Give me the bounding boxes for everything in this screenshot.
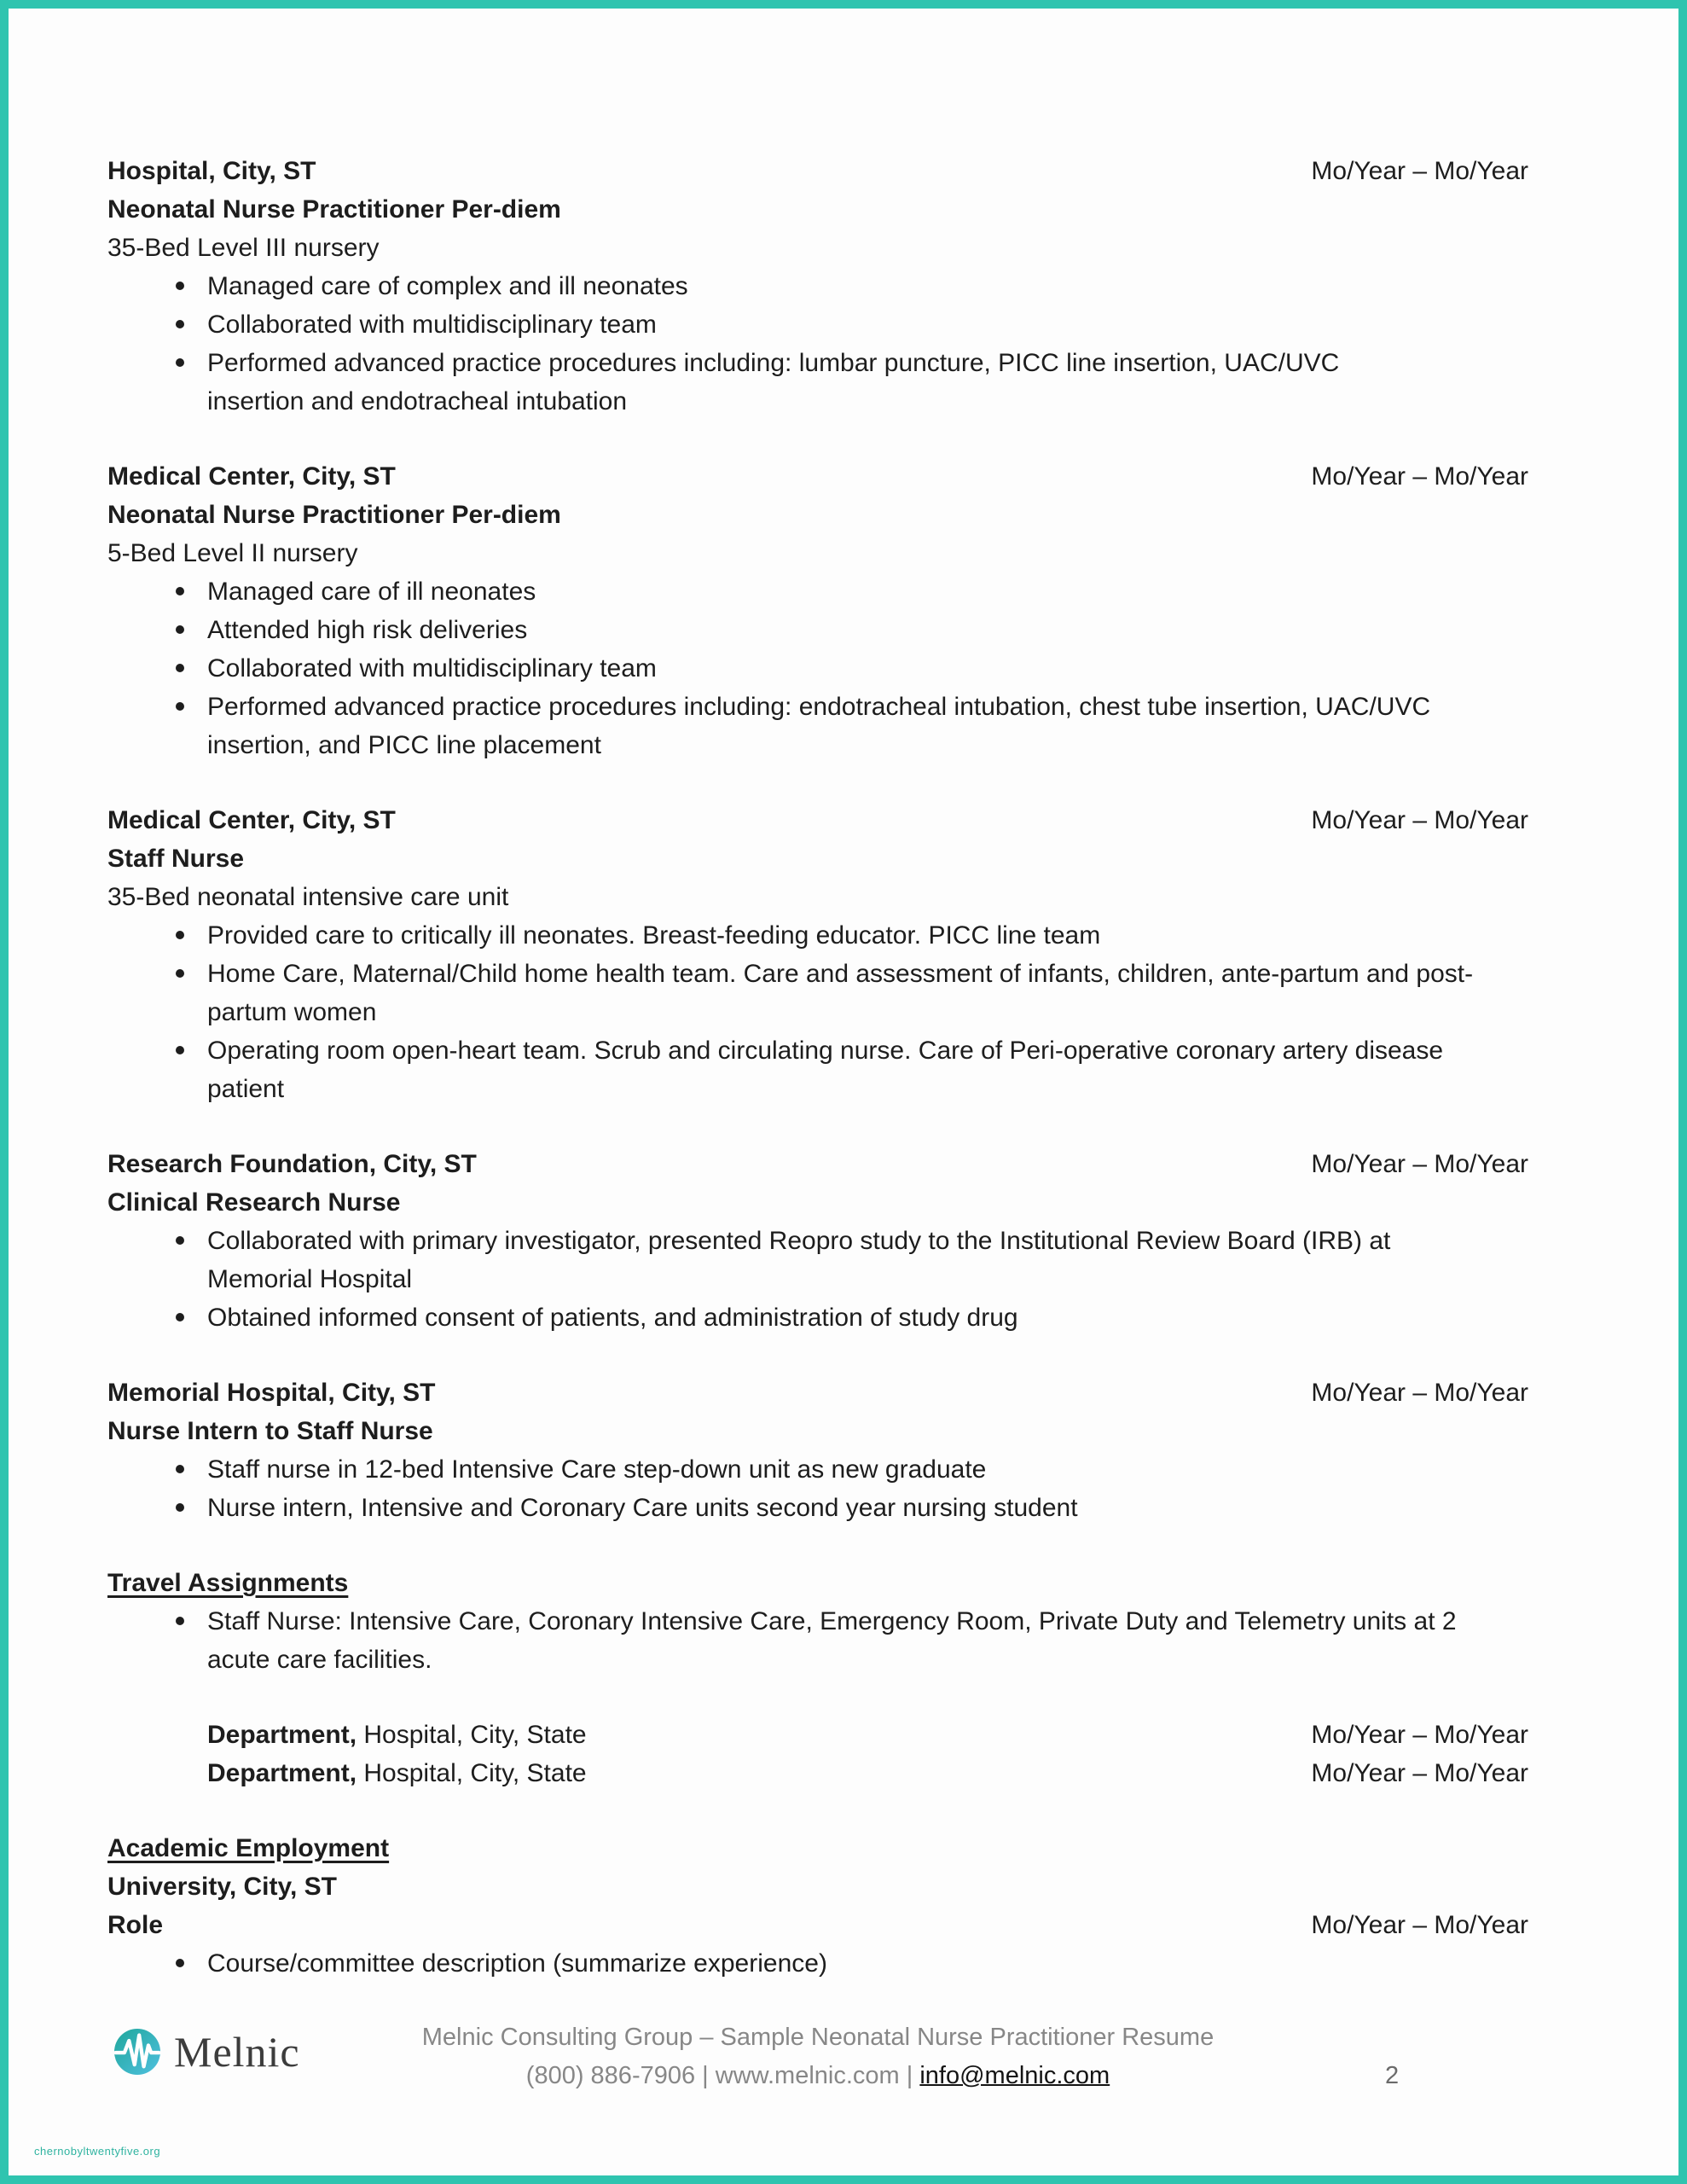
- employer-name: Memorial Hospital, City, ST: [107, 1379, 436, 1407]
- bullet-line: Collaborated with multidisciplinary team: [207, 311, 657, 339]
- unit-description: 5-Bed Level II nursery: [107, 539, 358, 567]
- footer-text: [107, 2018, 1528, 2095]
- date-range: Mo/Year – Mo/Year: [1311, 1721, 1528, 1749]
- date-range: Mo/Year – Mo/Year: [1311, 1911, 1528, 1939]
- bullet-item: [107, 916, 1528, 955]
- department-row: [107, 1716, 1528, 1754]
- footer-title: Melnic Consulting Group – Sample Neonatal Nurse Practitioner Resume: [421, 2024, 1215, 2051]
- bullet-item: [107, 344, 1528, 421]
- job-section-4: [107, 1145, 1528, 1337]
- university-name: University, City, ST: [107, 1873, 337, 1901]
- department-row: [107, 1754, 1528, 1792]
- bullet-item: [107, 649, 1528, 688]
- bullet-line: Staff nurse in 12-bed Intensive Care step-down unit as new graduate: [207, 1455, 987, 1484]
- bullet-line: Collaborated with multidisciplinary team: [207, 654, 657, 682]
- bullet-line: Collaborated with primary investigator, presented Reopro study to the Institutional Review Board (IRB) at: [207, 1227, 1391, 1255]
- bullet-line: Home Care, Maternal/Child home health team. Care and assessment of infants, children, ante-partum and post-: [207, 960, 1474, 988]
- travel-heading: Travel Assignments: [107, 1569, 349, 1597]
- unit-description: 35-Bed Level III nursery: [107, 234, 380, 262]
- job-title: Nurse Intern to Staff Nurse: [107, 1417, 433, 1445]
- bullet-item: [107, 1298, 1528, 1337]
- bullet-item: [107, 1031, 1528, 1108]
- bullet-item: [107, 305, 1528, 344]
- bullet-line: Course/committee description (summarize experience): [207, 1949, 827, 1978]
- job-title: Staff Nurse: [107, 845, 245, 873]
- watermark-link[interactable]: chernobyltwentyfive.org: [34, 2145, 161, 2158]
- employer-name: Medical Center, City, ST: [107, 462, 396, 491]
- footer-contact-prefix: (800) 886-7906 | www.melnic.com |: [525, 2062, 920, 2089]
- page-number: 2: [1385, 2062, 1400, 2089]
- employer-name: Hospital, City, ST: [107, 157, 316, 185]
- bullet-line: Memorial Hospital: [207, 1265, 413, 1293]
- bullet-line: insertion and endotracheal intubation: [207, 387, 628, 415]
- bullet-line: Performed advanced practice procedures including: lumbar puncture, PICC line insertion, UAC/UVC: [207, 349, 1340, 377]
- job-section-3: [107, 801, 1528, 1108]
- bullet-line: Provided care to critically ill neonates. Breast-feeding educator. PICC line team: [207, 921, 1101, 950]
- bullet-line: Nurse intern, Intensive and Coronary Care units second year nursing student: [207, 1494, 1078, 1522]
- department-detail: Hospital, City, State: [357, 1759, 587, 1787]
- bullet-line: patient: [207, 1075, 285, 1103]
- bullet-item: [107, 1489, 1528, 1527]
- travel-section: [107, 1564, 1528, 1679]
- bullet-item: [107, 688, 1528, 764]
- bullet-line: insertion, and PICC line placement: [207, 731, 601, 759]
- job-section-2: [107, 457, 1528, 764]
- bullet-line: Performed advanced practice procedures including: endotracheal intubation, chest tube insertion, UAC/UVC: [207, 693, 1431, 721]
- footer-contact: [107, 2057, 1528, 2095]
- date-range: Mo/Year – Mo/Year: [1311, 157, 1528, 185]
- unit-description: 35-Bed neonatal intensive care unit: [107, 883, 509, 911]
- academic-section: [107, 1829, 1528, 1983]
- bullet-line: Attended high risk deliveries: [207, 616, 528, 644]
- bullet-line: Managed care of complex and ill neonates: [207, 272, 688, 300]
- bullet-item: [107, 572, 1528, 611]
- bullet-item: [107, 267, 1528, 305]
- academic-heading: Academic Employment: [107, 1834, 390, 1862]
- bullet-item: [107, 611, 1528, 649]
- job-title: Clinical Research Nurse: [107, 1188, 401, 1217]
- date-range: Mo/Year – Mo/Year: [1311, 1759, 1528, 1787]
- bullet-line: Operating room open-heart team. Scrub and circulating nurse. Care of Peri-operative coronary artery disease: [207, 1037, 1444, 1065]
- brand-name: Melnic: [174, 2028, 300, 2076]
- job-title: Neonatal Nurse Practitioner Per-diem: [107, 195, 561, 224]
- department-label: Department,: [207, 1759, 357, 1787]
- job-title: Neonatal Nurse Practitioner Per-diem: [107, 501, 561, 529]
- employer-name: Medical Center, City, ST: [107, 806, 396, 834]
- job-section-5: [107, 1374, 1528, 1527]
- date-range: Mo/Year – Mo/Year: [1311, 1150, 1528, 1178]
- bullet-line: Obtained informed consent of patients, and administration of study drug: [207, 1304, 1018, 1332]
- bullet-item: [107, 1602, 1528, 1679]
- bullet-item: [107, 955, 1528, 1031]
- employer-name: Research Foundation, City, ST: [107, 1150, 477, 1178]
- bullet-line: partum women: [207, 998, 377, 1026]
- footer: [107, 2018, 1528, 2138]
- bullet-item: [107, 1944, 1528, 1983]
- bullet-item: [107, 1222, 1528, 1298]
- resume-body: [107, 152, 1528, 2019]
- date-range: Mo/Year – Mo/Year: [1311, 462, 1528, 491]
- date-range: Mo/Year – Mo/Year: [1311, 1379, 1528, 1407]
- travel-assignments-list: [107, 1716, 1528, 1792]
- date-range: Mo/Year – Mo/Year: [1311, 806, 1528, 834]
- bullet-item: [107, 1450, 1528, 1489]
- email-link[interactable]: info@melnic.com: [919, 2062, 1110, 2089]
- bullet-line: Managed care of ill neonates: [207, 578, 536, 606]
- bullet-line: Staff Nurse: Intensive Care, Coronary Intensive Care, Emergency Room, Private Duty and Telemetry units at 2: [207, 1607, 1457, 1635]
- department-detail: Hospital, City, State: [357, 1721, 587, 1749]
- bullet-line: acute care facilities.: [207, 1646, 432, 1674]
- role-title: Role: [107, 1911, 164, 1939]
- job-section-1: [107, 152, 1528, 421]
- department-label: Department,: [207, 1721, 357, 1749]
